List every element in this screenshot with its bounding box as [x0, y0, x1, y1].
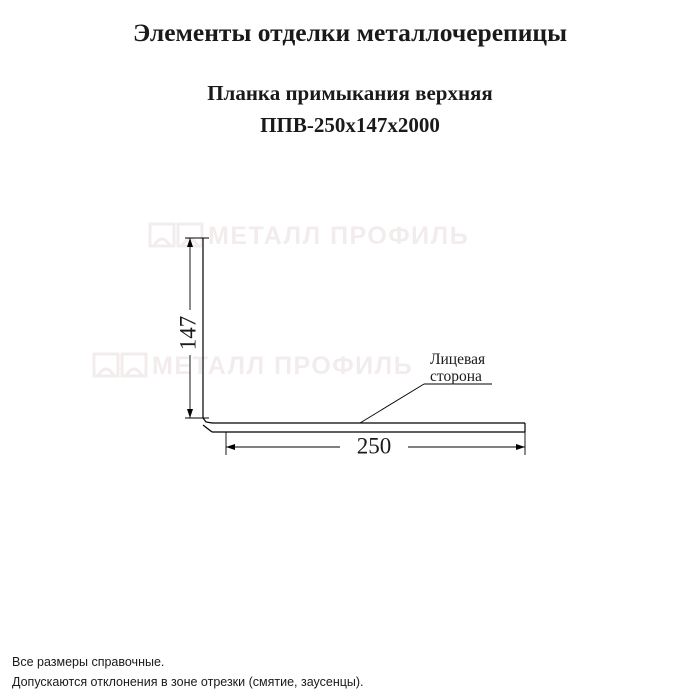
- footer-note-2: Допускаются отклонения в зоне отрезки (смятие, заусенцы).: [12, 674, 364, 689]
- footer-note-1: Все размеры справочные.: [12, 655, 165, 670]
- product-sku: ППВ-250x147x2000: [260, 112, 440, 137]
- dimension-height-label: 147: [175, 315, 201, 351]
- footer-notes: [12, 653, 364, 692]
- technical-drawing: [0, 170, 700, 500]
- face-side-callout-line2: сторона: [430, 368, 482, 385]
- page-title: Элементы отделки металлочерепицы: [132, 18, 568, 47]
- dimension-width-label: 250: [356, 433, 392, 459]
- title-block: [0, 18, 700, 138]
- face-side-callout-line1: Лицевая: [430, 351, 486, 368]
- watermark-text-bottom: МЕТАЛЛ ПРОФИЛЬ: [152, 352, 414, 380]
- watermark-text-top: МЕТАЛЛ ПРОФИЛЬ: [208, 222, 470, 250]
- profile-outline: [203, 238, 525, 432]
- product-name: Планка примыкания верхняя: [207, 80, 493, 105]
- face-side-callout-leader: [360, 384, 492, 423]
